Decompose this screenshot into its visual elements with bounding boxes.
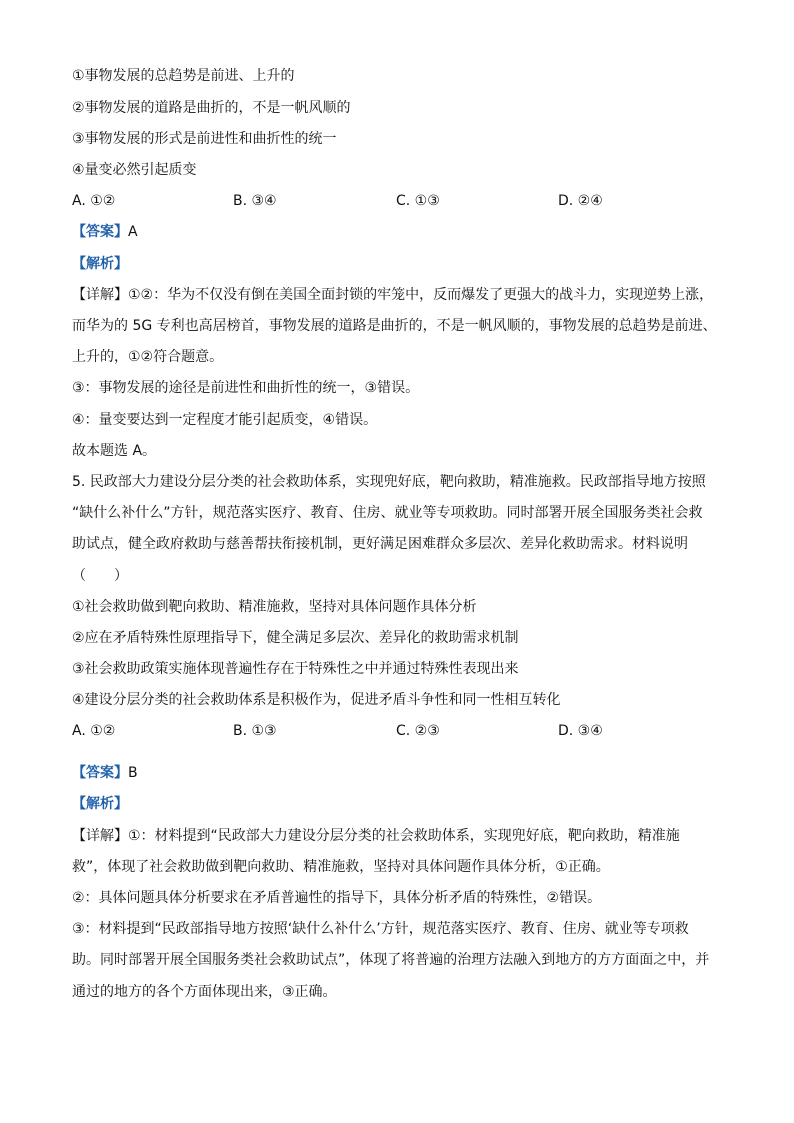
answer-tag: 【答案】: [72, 765, 128, 781]
q5-detail-line-5: 助。同时部署开展全国服务类社会救助试点”，体现了将普遍的治理方法融入到地方的方方面面之中，并: [72, 952, 710, 968]
q5-detail-line-2: 救”，体现了社会救助做到靶向救助、精准施救，坚持对具体问题作具体分析，①正确。: [72, 859, 610, 875]
q4-analysis-tag: [72, 255, 732, 273]
q4-conclusion: 故本题选 A。: [72, 443, 157, 459]
q5-detail-line-6: 通过的地方的各个方面体现出来，③正确。: [72, 984, 337, 1000]
q5-stem-bracket: （ ）: [72, 568, 128, 584]
q5-detail-line-1: [72, 827, 732, 845]
q5-option-b: B. ①③: [233, 723, 277, 739]
detail-text: ①：材料提到“民政部大力建设分层分类的社会救助体系，实现兜好底，靶向救助，精准施: [128, 828, 680, 844]
q4-item-1: ①事物发展的总趋势是前进、上升的: [72, 68, 295, 84]
q4-item-4: ④量变必然引起质变: [72, 162, 197, 178]
detail-text: ①②：华为不仅没有倒在美国全面封锁的牢笼中，反而爆发了更强大的战斗力，实现逆势上涨，: [128, 287, 714, 303]
q4-option-d: D. ②④: [558, 193, 603, 209]
q5-analysis-tag: [72, 795, 732, 813]
answer-value: B: [128, 765, 138, 781]
q5-stem-line-3: 助试点，健全政府救助与慈善帮扶衔接机制，更好满足困难群众多层次、差异化救助需求。材料说明: [72, 536, 688, 552]
q4-item-3: ③事物发展的形式是前进性和曲折性的统一: [72, 131, 337, 147]
detail-tag: 【详解】: [72, 828, 128, 844]
q5-item-3: ③社会救助政策实施体现普遍性存在于特殊性之中并通过特殊性表现出来: [72, 661, 519, 677]
q5-option-c: C. ②③: [396, 723, 440, 739]
q5-stem-line-2: “缺什么补什么”方针，规范落实医疗、教育、住房、就业等专项救助。同时部署开展全国服务类社会救: [72, 505, 703, 521]
q4-detail-line-2: 而华为的 5G 专利也高居榜首，事物发展的道路是曲折的，不是一帆风顺的，事物发展的总趋势是前进、: [72, 318, 717, 334]
q4-detail-line-5: ④：量变要达到一定程度才能引起质变，④错误。: [72, 412, 378, 428]
q5-option-d: D. ③④: [558, 723, 603, 739]
q4-detail-line-3: 上升的，①②符合题意。: [72, 349, 224, 365]
detail-tag: 【详解】: [72, 287, 128, 303]
q5-detail-line-3: ②：具体问题具体分析要求在矛盾普遍性的指导下，具体分析矛盾的特殊性，②错误。: [72, 890, 602, 906]
q4-detail-line-4: ③：事物发展的途径是前进性和曲折性的统一，③错误。: [72, 380, 420, 396]
q5-item-4: ④建设分层分类的社会救助体系是积极作为，促进矛盾斗争性和同一性相互转化: [72, 692, 561, 708]
answer-value: A: [128, 224, 138, 240]
q4-answer: [72, 223, 732, 241]
q4-item-2: ②事物发展的道路是曲折的，不是一帆风顺的: [72, 100, 351, 116]
q5-detail-line-4: ③：材料提到“民政部指导地方按照‘缺什么补什么’方针，规范落实医疗、教育、住房、就业等专项救: [72, 921, 689, 937]
analysis-tag: 【解析】: [72, 256, 128, 272]
q4-detail-line-1: [72, 286, 732, 304]
analysis-tag: 【解析】: [72, 796, 128, 812]
answer-tag: 【答案】: [72, 224, 128, 240]
q5-option-a: A. ①②: [72, 723, 116, 739]
q4-option-a: A. ①②: [72, 193, 116, 209]
q5-answer: [72, 764, 732, 782]
q5-item-1: ①社会救助做到靶向救助、精准施救，坚持对具体问题作具体分析: [72, 599, 477, 615]
q4-option-c: C. ①③: [396, 193, 440, 209]
q5-stem-line-1: 5. 民政部大力建设分层分类的社会救助体系，实现兜好底，靶向救助，精准施救。民政部指导地方按照: [72, 474, 706, 490]
q4-option-b: B. ③④: [233, 193, 277, 209]
q5-item-2: ②应在矛盾特殊性原理指导下，健全满足多层次、差异化的救助需求机制: [72, 630, 519, 646]
